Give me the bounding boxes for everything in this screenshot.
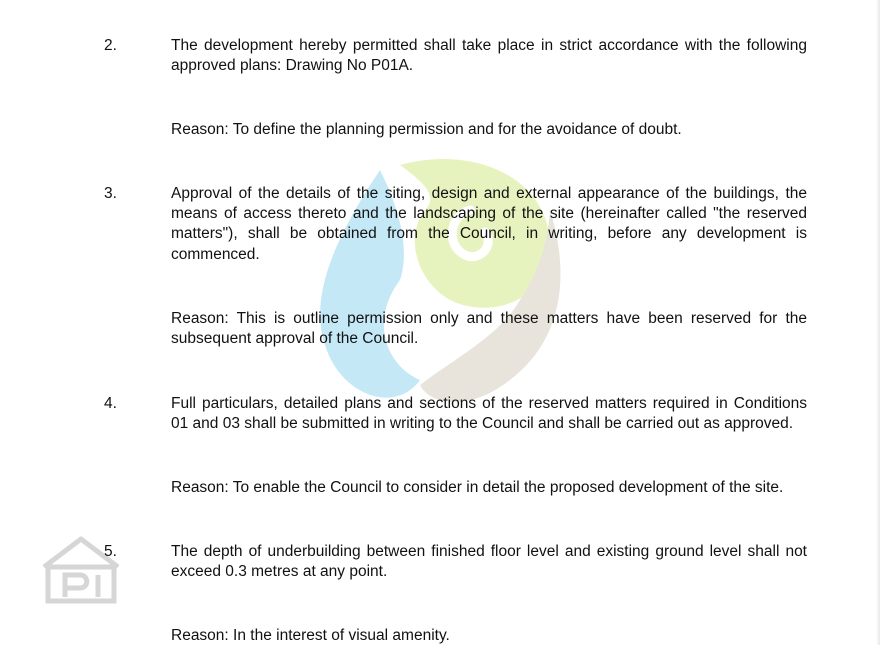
condition-number: 4. [104,395,117,412]
condition-number: 3. [104,185,117,202]
condition-reason: Reason: In the interest of visual amenity. [171,627,450,644]
condition-text: Approval of the details of the siting, design and external appearance of the buildings, the means of access thereto and the landscaping of the site (hereinafter called "the reserved matters"), shall be obtained from the Council, in writing, before any development is commenced. [171,185,807,263]
condition-reason: Reason: To enable the Council to consider in detail the proposed development of the site. [171,479,784,496]
condition-text: Full particulars, detailed plans and sections of the reserved matters required in Conditions 01 and 03 shall be submitted in writing to the Council and shall be carried out as approved. [171,395,807,433]
page-edge-shadow [876,0,880,645]
condition-number: 5. [104,543,117,560]
condition-number: 2. [104,37,117,54]
condition-reason: Reason: This is outline permission only and these matters have been reserved for the subsequent approval of the Council. [171,310,807,348]
condition-text: The development hereby permitted shall take place in strict accordance with the following approved plans: Drawing No P01A. [171,37,807,75]
condition-reason: Reason: To define the planning permission and for the avoidance of doubt. [171,121,682,138]
condition-text: The depth of underbuilding between finished floor level and existing ground level shall not exceed 0.3 metres at any point. [171,543,807,581]
